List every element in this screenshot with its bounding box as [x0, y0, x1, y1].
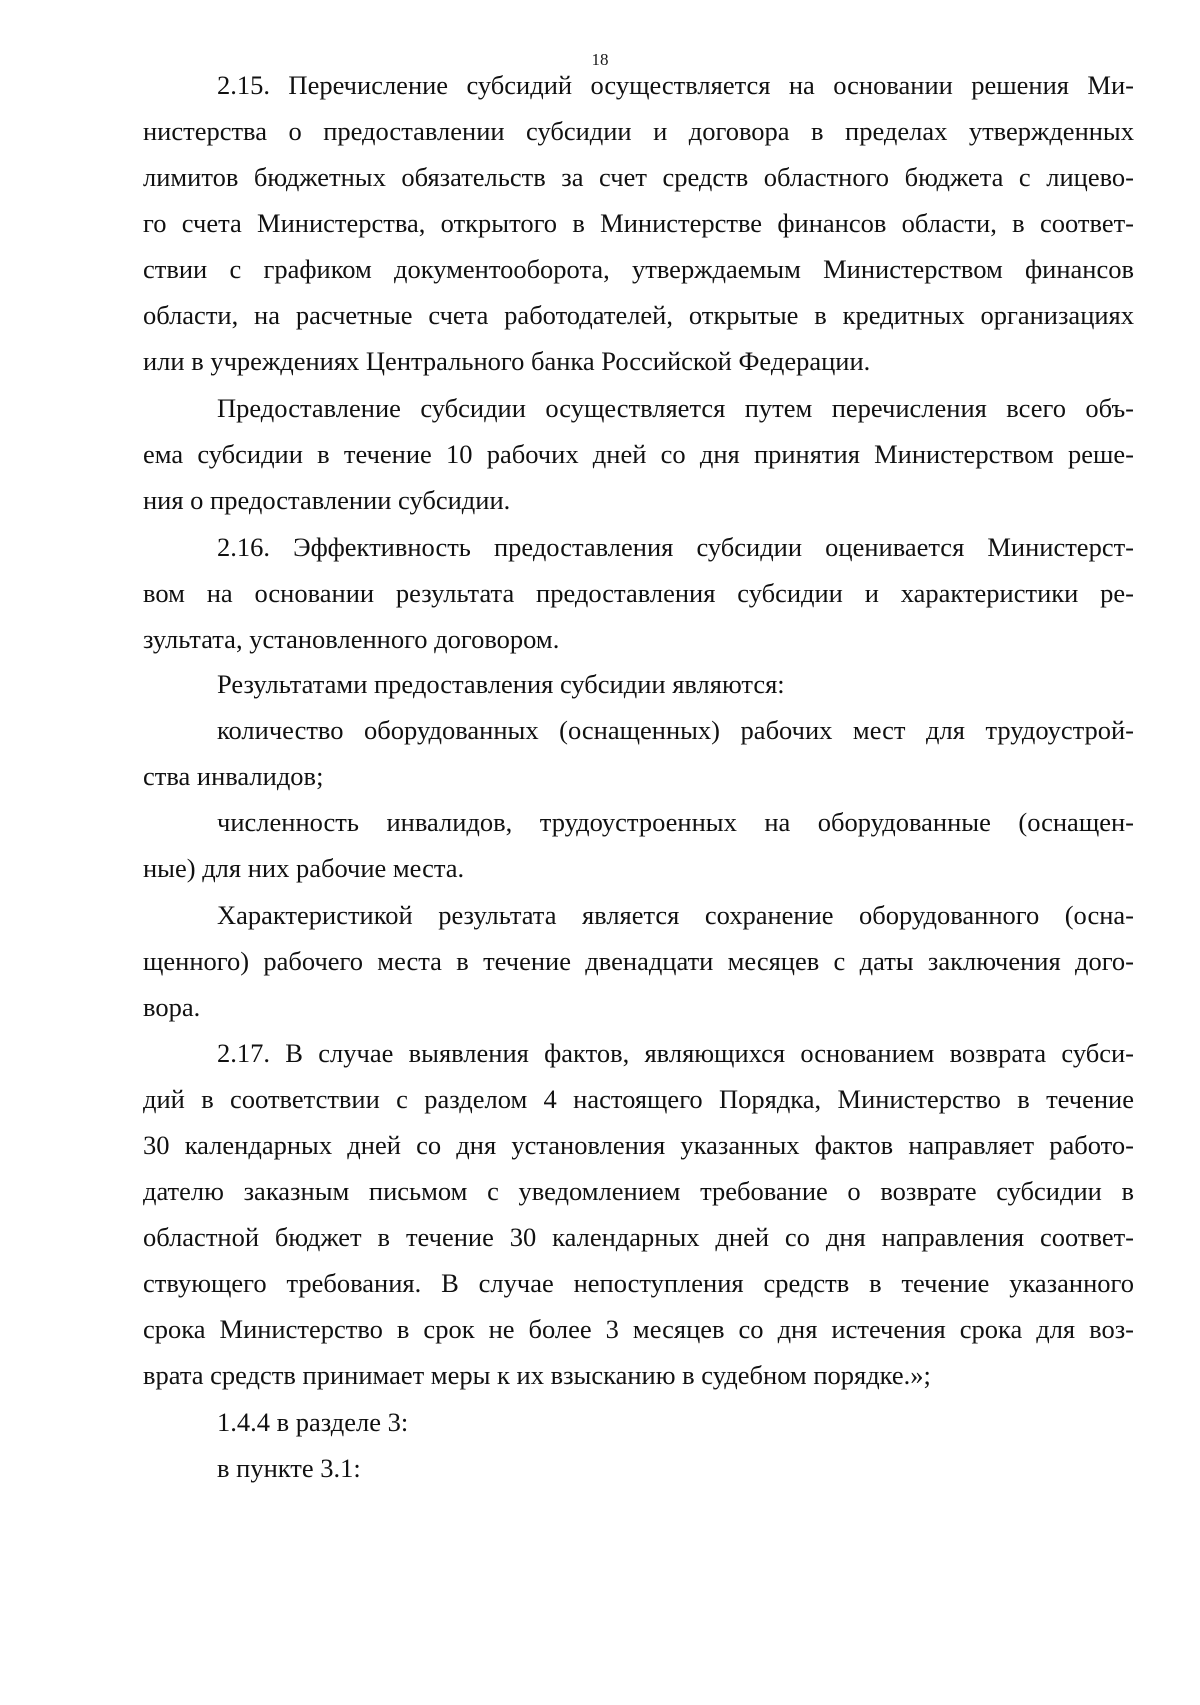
text-line: 30 календарных дней со дня установления указанных фактов направляет работо-: [143, 1130, 1134, 1160]
text-line: дателю заказным письмом с уведомлением требование о возврате субсидии в: [143, 1176, 1134, 1206]
text-line: срока Министерство в срок не более 3 месяцев со дня истечения срока для воз-: [143, 1314, 1134, 1344]
text-line: ства инвалидов;: [143, 761, 324, 791]
text-line: Предоставление субсидии осуществляется путем перечисления всего объ-: [217, 393, 1134, 423]
text-line: вора.: [143, 992, 201, 1022]
text-line: врата средств принимает меры к их взысканию в судебном порядке.»;: [143, 1360, 931, 1390]
text-line: областной бюджет в течение 30 календарных дней со дня направления соответ-: [143, 1222, 1134, 1252]
text-line: ема субсидии в течение 10 рабочих дней со дня принятия Министерством реше-: [143, 439, 1134, 469]
text-line: области, на расчетные счета работодателей, открытые в кредитных организациях: [143, 300, 1134, 330]
text-line: го счета Министерства, открытого в Министерстве финансов области, в соответ-: [143, 208, 1134, 238]
text-line: 2.17. В случае выявления фактов, являющихся основанием возврата субси-: [217, 1038, 1134, 1068]
text-line: или в учреждениях Центрального банка Российской Федерации.: [143, 346, 871, 376]
text-line: Результатами предоставления субсидии являются:: [217, 669, 785, 699]
text-line: нистерства о предоставлении субсидии и договора в пределах утвержденных: [143, 116, 1134, 146]
text-line: 2.15. Перечисление субсидий осуществляется на основании решения Ми-: [217, 70, 1134, 100]
text-line: ствующего требования. В случае непоступления средств в течение указанного: [143, 1268, 1134, 1298]
text-line: дий в соответствии с разделом 4 настоящего Порядка, Министерство в течение: [143, 1084, 1134, 1114]
text-line: ные) для них рабочие места.: [143, 853, 465, 883]
text-line: Характеристикой результата является сохранение оборудованного (осна-: [217, 900, 1134, 930]
text-line: количество оборудованных (оснащенных) рабочих мест для трудоустрой-: [217, 715, 1134, 745]
text-line: 2.16. Эффективность предоставления субсидии оценивается Министерст-: [217, 532, 1134, 562]
text-line: 1.4.4 в разделе 3:: [217, 1407, 409, 1437]
text-line: лимитов бюджетных обязательств за счет средств областного бюджета с лицево-: [143, 162, 1134, 192]
page-number: 18: [591, 50, 609, 69]
text-line: ствии с графиком документооборота, утверждаемым Министерством финансов: [143, 254, 1134, 284]
text-line: численность инвалидов, трудоустроенных на оборудованные (оснащен-: [217, 807, 1134, 837]
text-line: щенного) рабочего места в течение двенадцати месяцев с даты заключения дого-: [143, 946, 1134, 976]
text-line: зультата, установленного договором.: [143, 624, 560, 654]
text-line: ния о предоставлении субсидии.: [143, 485, 511, 515]
text-line: вом на основании результата предоставления субсидии и характеристики ре-: [143, 578, 1134, 608]
text-line: в пункте 3.1:: [217, 1453, 361, 1483]
